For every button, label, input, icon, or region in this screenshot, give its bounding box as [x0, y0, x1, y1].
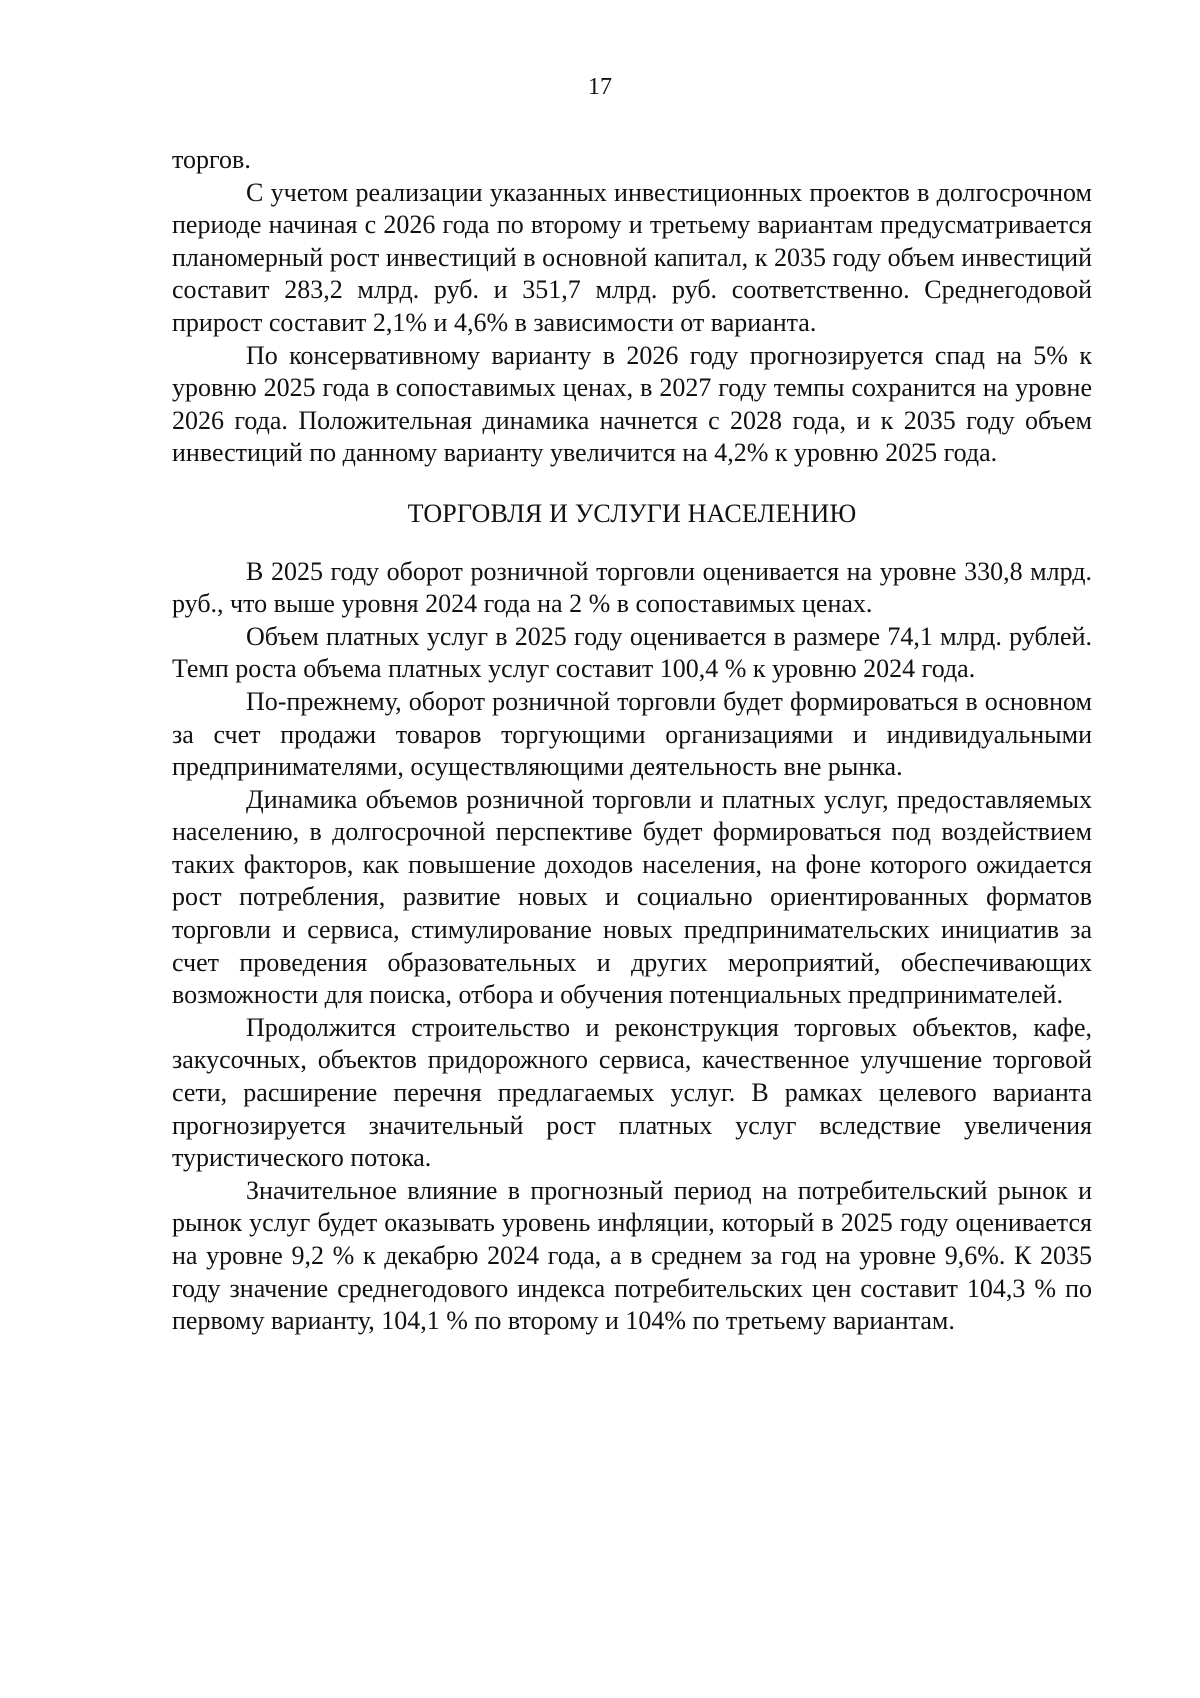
paragraph-construction: Продолжится строительство и реконструкция торговых объектов, кафе, закусочных, объектов придорожного сервиса, качественное улучшение торговой сети, расширение перечня предлагаемых услуг. В рамках целевого варианта прогнозируется значительный рост платных услуг вследствие увеличения туристического потока. [172, 1012, 1092, 1173]
page-content [172, 144, 1092, 1338]
paragraph-retail-turnover: В 2025 году оборот розничной торговли оценивается на уровне 330,8 млрд. руб., что выше уровня 2024 года на 2 % в сопоставимых ценах. [172, 556, 1092, 619]
section-heading-trade: ТОРГОВЛЯ И УСЛУГИ НАСЕЛЕНИЮ [407, 498, 857, 528]
paragraph-dynamics-factors: Динамика объемов розничной торговли и платных услуг, предоставляемых населению, в долгосрочной перспективе будет формироваться под воздействием таких факторов, как повышение доходов населения, на фоне которого ожидается рост потребления, развитие новых и социально ориентированных форматов торговли и сервиса, стимулирование новых предпринимательских инициатив за счет проведения образовательных и других мероприятий, обеспечивающих возможности для поиска, отбора и обучения потенциальных предпринимателей. [172, 784, 1092, 1010]
paragraph-retail-formation: По-прежнему, оборот розничной торговли будет формироваться в основном за счет продажи товаров торгующими организациями и индивидуальными предпринимателями, осуществляющими деятельность вне рынка. [172, 686, 1092, 782]
page-number: 17 [588, 74, 612, 100]
paragraph-inflation: Значительное влияние в прогнозный период на потребительский рынок и рынок услуг будет оказывать уровень инфляции, который в 2025 году оценивается на уровне 9,2 % к декабрю 2024 года, а в среднем за год на уровне 9,6%. К 2035 году значение среднегодового индекса потребительских цен составит 104,3 % по первому варианту, 104,1 % по второму и 104% по третьему вариантам. [172, 1175, 1092, 1336]
paragraph-conservative-variant: По консервативному варианту в 2026 году прогнозируется спад на 5% к уровню 2025 года в сопоставимых ценах, в 2027 году темпы сохранится на уровне 2026 года. Положительная динамика начнется с 2028 года, и к 2035 году объем инвестиций по данному варианту увеличится на 4,2% к уровню 2025 года. [172, 340, 1092, 468]
paragraph-paid-services: Объем платных услуг в 2025 году оценивается в размере 74,1 млрд. рублей. Темп роста объема платных услуг составит 100,4 % к уровню 2024 года. [172, 621, 1092, 684]
paragraph-investment-projects: С учетом реализации указанных инвестиционных проектов в долгосрочном периоде начиная с 2026 года по второму и третьему вариантам предусматривается планомерный рост инвестиций в основной капитал, к 2035 году объем инвестиций составит 283,2 млрд. руб. и 351,7 млрд. руб. соответственно. Среднегодовой прирост составит 2,1% и 4,6% в зависимости от варианта. [172, 177, 1092, 337]
paragraph-continuation: торгов. [172, 145, 251, 174]
